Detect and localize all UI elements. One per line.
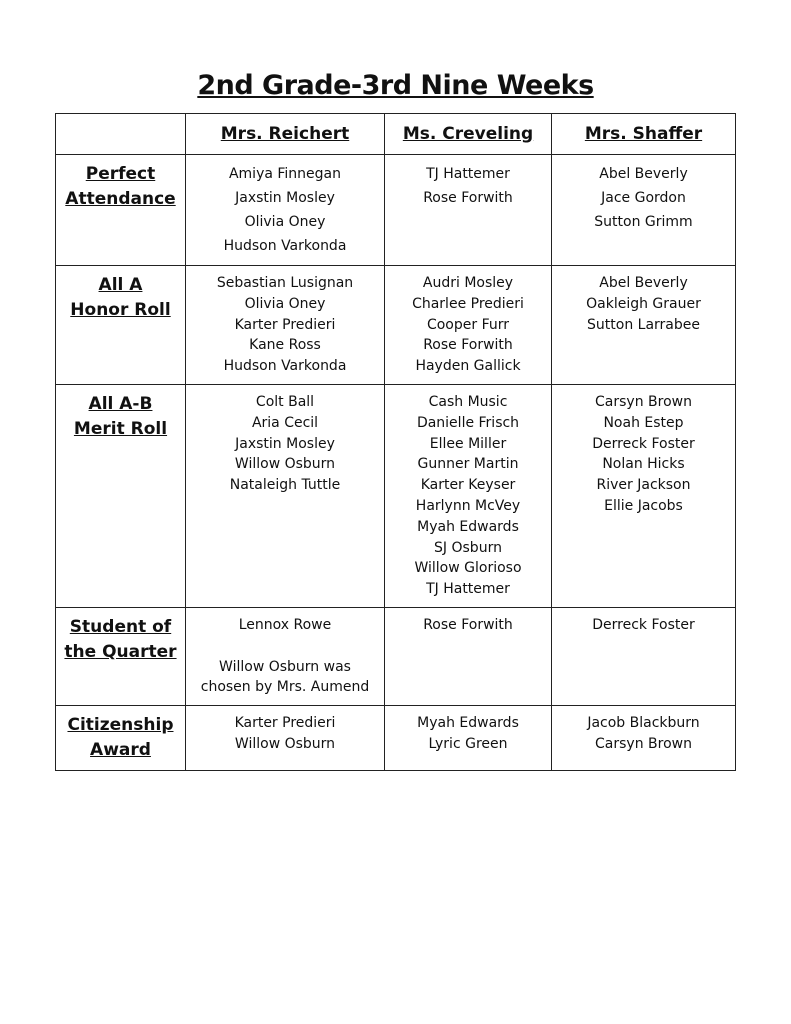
- award-row: [56, 385, 736, 608]
- student-name: Willow Osburn was: [219, 658, 351, 675]
- award-category-line: Merit Roll: [73, 419, 168, 439]
- student-name: River Jackson: [596, 477, 691, 494]
- student-name: Danielle Frisch: [416, 414, 520, 431]
- award-category-line: All A-B: [88, 394, 153, 414]
- student-name: Jacob Blackburn: [587, 715, 700, 731]
- teacher-header: Mrs. Shaffer: [552, 114, 736, 155]
- student-name: Noah Estep: [603, 414, 684, 431]
- student-name: Hudson Varkonda: [223, 358, 347, 375]
- student-name: Abel Beverly: [599, 166, 688, 182]
- student-name: Ellie Jacobs: [604, 497, 683, 514]
- student-name: Rose Forwith: [423, 617, 513, 633]
- student-cell: [186, 706, 385, 771]
- student-name: Derreck Foster: [592, 435, 695, 452]
- student-name: Nolan Hicks: [602, 456, 685, 473]
- student-name: TJ Hattemer: [426, 581, 510, 598]
- student-name: Rose Forwith: [423, 337, 513, 354]
- student-name: Olivia Oney: [244, 295, 326, 312]
- awards-table: [55, 113, 736, 771]
- student-name: Jaxstin Mosley: [235, 435, 335, 452]
- student-cell: [385, 608, 552, 706]
- award-row: [56, 706, 736, 771]
- award-category: [56, 155, 186, 266]
- student-cell: [385, 385, 552, 608]
- student-name: Harlynn McVey: [415, 497, 521, 514]
- award-category-line: Award: [90, 740, 151, 760]
- student-name: Cash Music: [428, 394, 508, 410]
- student-cell: [385, 155, 552, 266]
- award-category-line: Honor Roll: [70, 300, 171, 320]
- student-name: Olivia Oney: [244, 214, 326, 230]
- student-cell: [552, 155, 736, 266]
- student-name: Nataleigh Tuttle: [229, 477, 341, 494]
- student-name: SJ Osburn: [434, 539, 502, 556]
- award-category-line: Attendance: [65, 189, 176, 209]
- student-name: Amiya Finnegan: [228, 166, 342, 182]
- award-category-line: All A: [98, 275, 143, 295]
- header-row: [56, 114, 736, 155]
- teacher-header: Ms. Creveling: [385, 114, 552, 155]
- student-cell: [385, 706, 552, 771]
- student-cell: [552, 266, 736, 385]
- student-cell: [385, 266, 552, 385]
- teacher-header: Mrs. Reichert: [186, 114, 385, 155]
- student-cell: [552, 608, 736, 706]
- student-cell: [186, 608, 385, 706]
- award-category-line: Citizenship: [67, 715, 174, 735]
- student-cell: [186, 266, 385, 385]
- student-name: Jace Gordon: [601, 190, 686, 206]
- award-category: [56, 266, 186, 385]
- student-name: Abel Beverly: [599, 275, 688, 291]
- student-name: Carsyn Brown: [595, 735, 692, 752]
- student-cell: [186, 155, 385, 266]
- award-category-line: the Quarter: [64, 642, 177, 662]
- student-name: Oakleigh Grauer: [586, 295, 701, 312]
- student-name: Karter Predieri: [234, 715, 336, 731]
- spacer: [186, 636, 384, 657]
- award-row: [56, 155, 736, 266]
- award-category: [56, 385, 186, 608]
- student-name: Derreck Foster: [592, 617, 695, 633]
- student-name: Lyric Green: [428, 735, 508, 752]
- student-name: Myah Edwards: [417, 715, 519, 731]
- student-name: Willow Glorioso: [414, 560, 522, 577]
- student-name: Willow Osburn: [234, 456, 336, 473]
- student-name: Karter Keyser: [420, 477, 516, 494]
- student-name: Cooper Furr: [426, 316, 510, 333]
- award-category: [56, 608, 186, 706]
- award-category-line: Perfect: [85, 164, 156, 184]
- student-name: Willow Osburn: [234, 735, 336, 752]
- student-name: Hudson Varkonda: [223, 238, 347, 254]
- award-row: [56, 608, 736, 706]
- student-name: Kane Ross: [249, 337, 321, 354]
- student-cell: [552, 385, 736, 608]
- student-name: Sutton Larrabee: [587, 316, 700, 333]
- student-name: Rose Forwith: [423, 190, 513, 206]
- student-name: Carsyn Brown: [595, 394, 692, 410]
- student-cell: [186, 385, 385, 608]
- student-name: Myah Edwards: [417, 518, 519, 535]
- award-row: [56, 266, 736, 385]
- page-title: 2nd Grade-3rd Nine Weeks: [197, 70, 594, 101]
- student-name: Lennox Rowe: [238, 617, 332, 633]
- student-name: Colt Ball: [255, 394, 315, 410]
- student-cell: [552, 706, 736, 771]
- student-name: chosen by Mrs. Aumend: [200, 679, 370, 696]
- student-name: Charlee Predieri: [412, 295, 524, 312]
- student-name: Gunner Martin: [417, 456, 519, 473]
- student-name: Sutton Grimm: [594, 214, 693, 230]
- award-category-line: Student of: [69, 617, 172, 637]
- student-name: Sebastian Lusignan: [216, 275, 354, 291]
- student-name: Karter Predieri: [234, 316, 336, 333]
- student-name: Audri Mosley: [422, 275, 514, 291]
- student-name: TJ Hattemer: [426, 166, 510, 182]
- student-name: Ellee Miller: [429, 435, 507, 452]
- student-name: Hayden Gallick: [415, 358, 521, 375]
- corner-cell: [56, 114, 186, 155]
- award-category: [56, 706, 186, 771]
- student-name: Jaxstin Mosley: [235, 190, 335, 206]
- student-name: Aria Cecil: [251, 414, 319, 431]
